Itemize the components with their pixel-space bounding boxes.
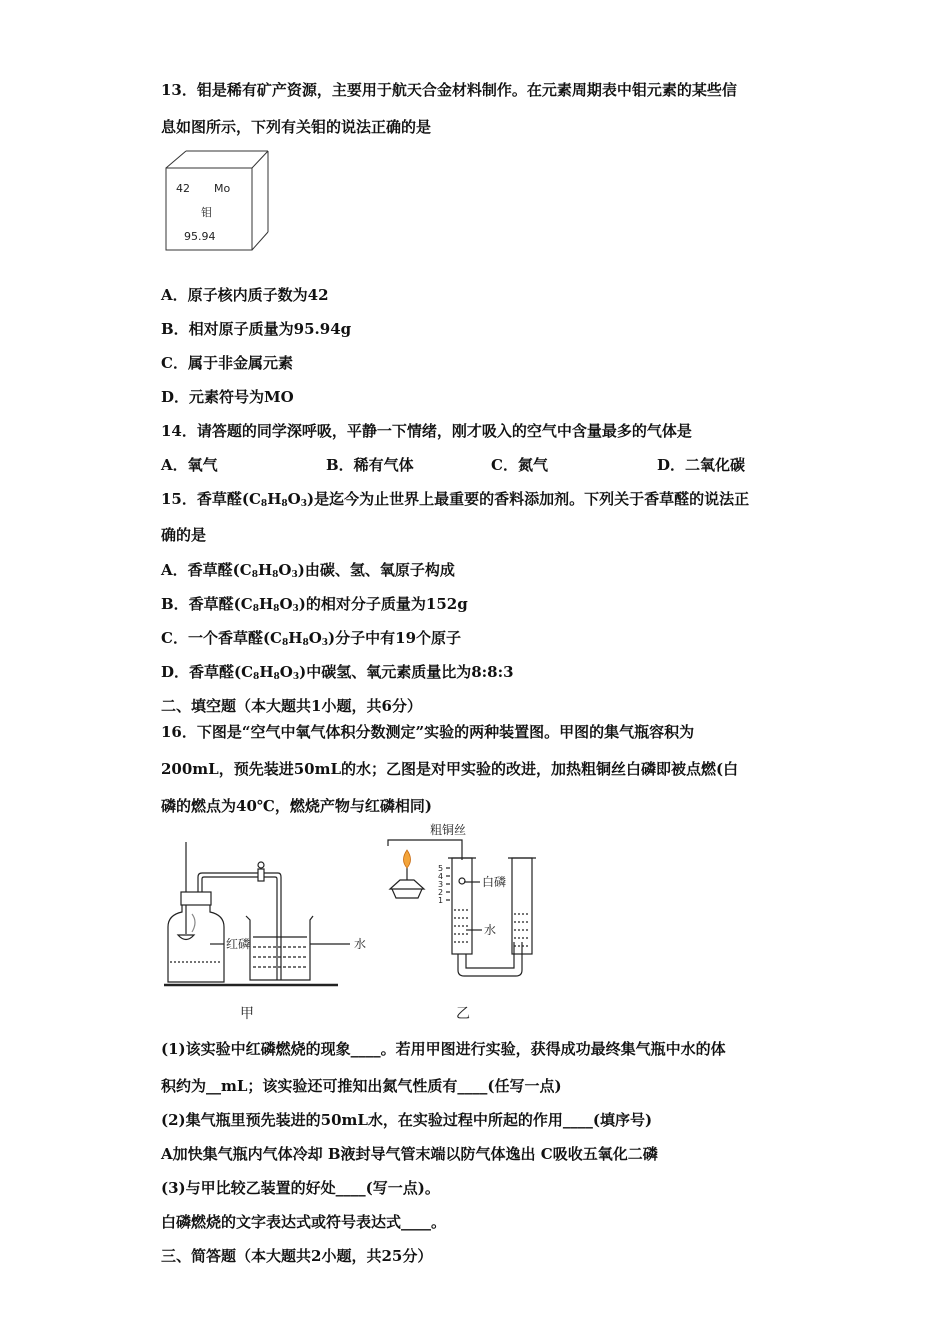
q13-stem-line1: 13．钼是稀有矿产资源，主要用于航天合金材料制作。在元素周期表中钼元素的某些信 bbox=[161, 81, 737, 99]
element-symbol: Mo bbox=[214, 182, 231, 195]
q16-sub1-line1: (1)该实验中红磷燃烧的现象____。若用甲图进行实验，获得成功最终集气瓶中水的体 bbox=[161, 1040, 726, 1058]
q16-sub4: 白磷燃烧的文字表达式或符号表达式____。 bbox=[161, 1213, 447, 1231]
q16-sub3: (3)与甲比较乙装置的好处____(写一点)。 bbox=[161, 1179, 440, 1197]
q14-option-d: D．二氧化碳 bbox=[657, 456, 746, 474]
q13-option-b: B．相对原子质量为95.94g bbox=[161, 320, 352, 338]
label-copper-wire: 粗铜丝 bbox=[430, 823, 467, 837]
q16-line1: 16．下图是“空气中氧气体积分数测定”实验的两种装置图。甲图的集气瓶容积为 bbox=[161, 723, 695, 741]
scale-1: 1 bbox=[438, 896, 444, 905]
q16-sub1-line2: 积约为__mL；该实验还可推知出氮气性质有____(任写一点) bbox=[161, 1077, 562, 1095]
apparatus-diagram bbox=[160, 822, 560, 1027]
q14-option-c: C．氮气 bbox=[491, 456, 548, 474]
label-white-phosphorus: 白磷 bbox=[482, 875, 507, 889]
element-number: 42 bbox=[176, 182, 190, 195]
q13-option-d: D．元素符号为MO bbox=[161, 388, 294, 406]
section3-heading: 三、简答题（本大题共2小题，共25分） bbox=[161, 1247, 433, 1265]
q15-option-d: D．香草醛$(C_8H_8O_3)$中碳氢、氧元素质量比为8:8:3 bbox=[161, 663, 514, 682]
element-mass: 95.94 bbox=[184, 230, 216, 243]
scale-5: 5 bbox=[438, 864, 444, 873]
q13-option-a: A．原子核内质子数为42 bbox=[161, 286, 329, 304]
q15-option-c: C．一个香草醛$(C_8H_8O_3)$分子中有19个原子 bbox=[161, 629, 462, 648]
q15-option-a: A．香草醛$(C_8H_8O_3)$由碳、氢、氧原子构成 bbox=[161, 561, 455, 580]
label-red-phosphorus: 红磷 bbox=[226, 937, 251, 951]
scale-4: 4 bbox=[438, 872, 444, 881]
element-name: 钼 bbox=[201, 206, 212, 219]
q16-line2: 200mL，预先装进50mL的水；乙图是对甲实验的改进，加热粗铜丝白磷即被点燃(白 bbox=[161, 760, 739, 778]
q14-stem: 14．请答题的同学深呼吸，平静一下情绪，刚才吸入的空气中含量最多的气体是 bbox=[161, 422, 692, 440]
section2-heading: 二、填空题（本大题共1小题，共6分） bbox=[161, 697, 422, 715]
q15-option-b: B．香草醛$(C_8H_8O_3)$的相对分子质量为152g bbox=[161, 595, 468, 614]
element-card-figure bbox=[162, 148, 272, 254]
q15-stem-line2: 确的是 bbox=[161, 526, 207, 544]
scale-2: 2 bbox=[438, 888, 444, 897]
label-water-right: 水 bbox=[484, 923, 497, 937]
q13-stem-line2: 息如图所示，下列有关钼的说法正确的是 bbox=[161, 118, 432, 136]
caption-yi: 乙 bbox=[456, 1006, 470, 1022]
q16-sub2: (2)集气瓶里预先装进的50mL水，在实验过程中所起的作用____(填序号) bbox=[161, 1111, 653, 1129]
label-water-left: 水 bbox=[354, 937, 367, 951]
scale-3: 3 bbox=[438, 880, 444, 889]
q14-option-b: B．稀有气体 bbox=[326, 456, 414, 474]
q16-sub2-options: A加快集气瓶内气体冷却 B液封导气管末端以防气体逸出 C吸收五氧化二磷 bbox=[161, 1145, 658, 1163]
q13-option-c: C．属于非金属元素 bbox=[161, 354, 293, 372]
q15-stem-line1: 15．香草醛$(C_8H_8O_3)$是迄今为止世界上最重要的香料添加剂。下列关于香草醛的说法正 bbox=[161, 490, 750, 509]
q16-line3: 磷的燃点为40℃，燃烧产物与红磷相同) bbox=[161, 797, 432, 815]
caption-jia: 甲 bbox=[240, 1006, 254, 1022]
q14-option-a: A．氧气 bbox=[161, 456, 218, 474]
